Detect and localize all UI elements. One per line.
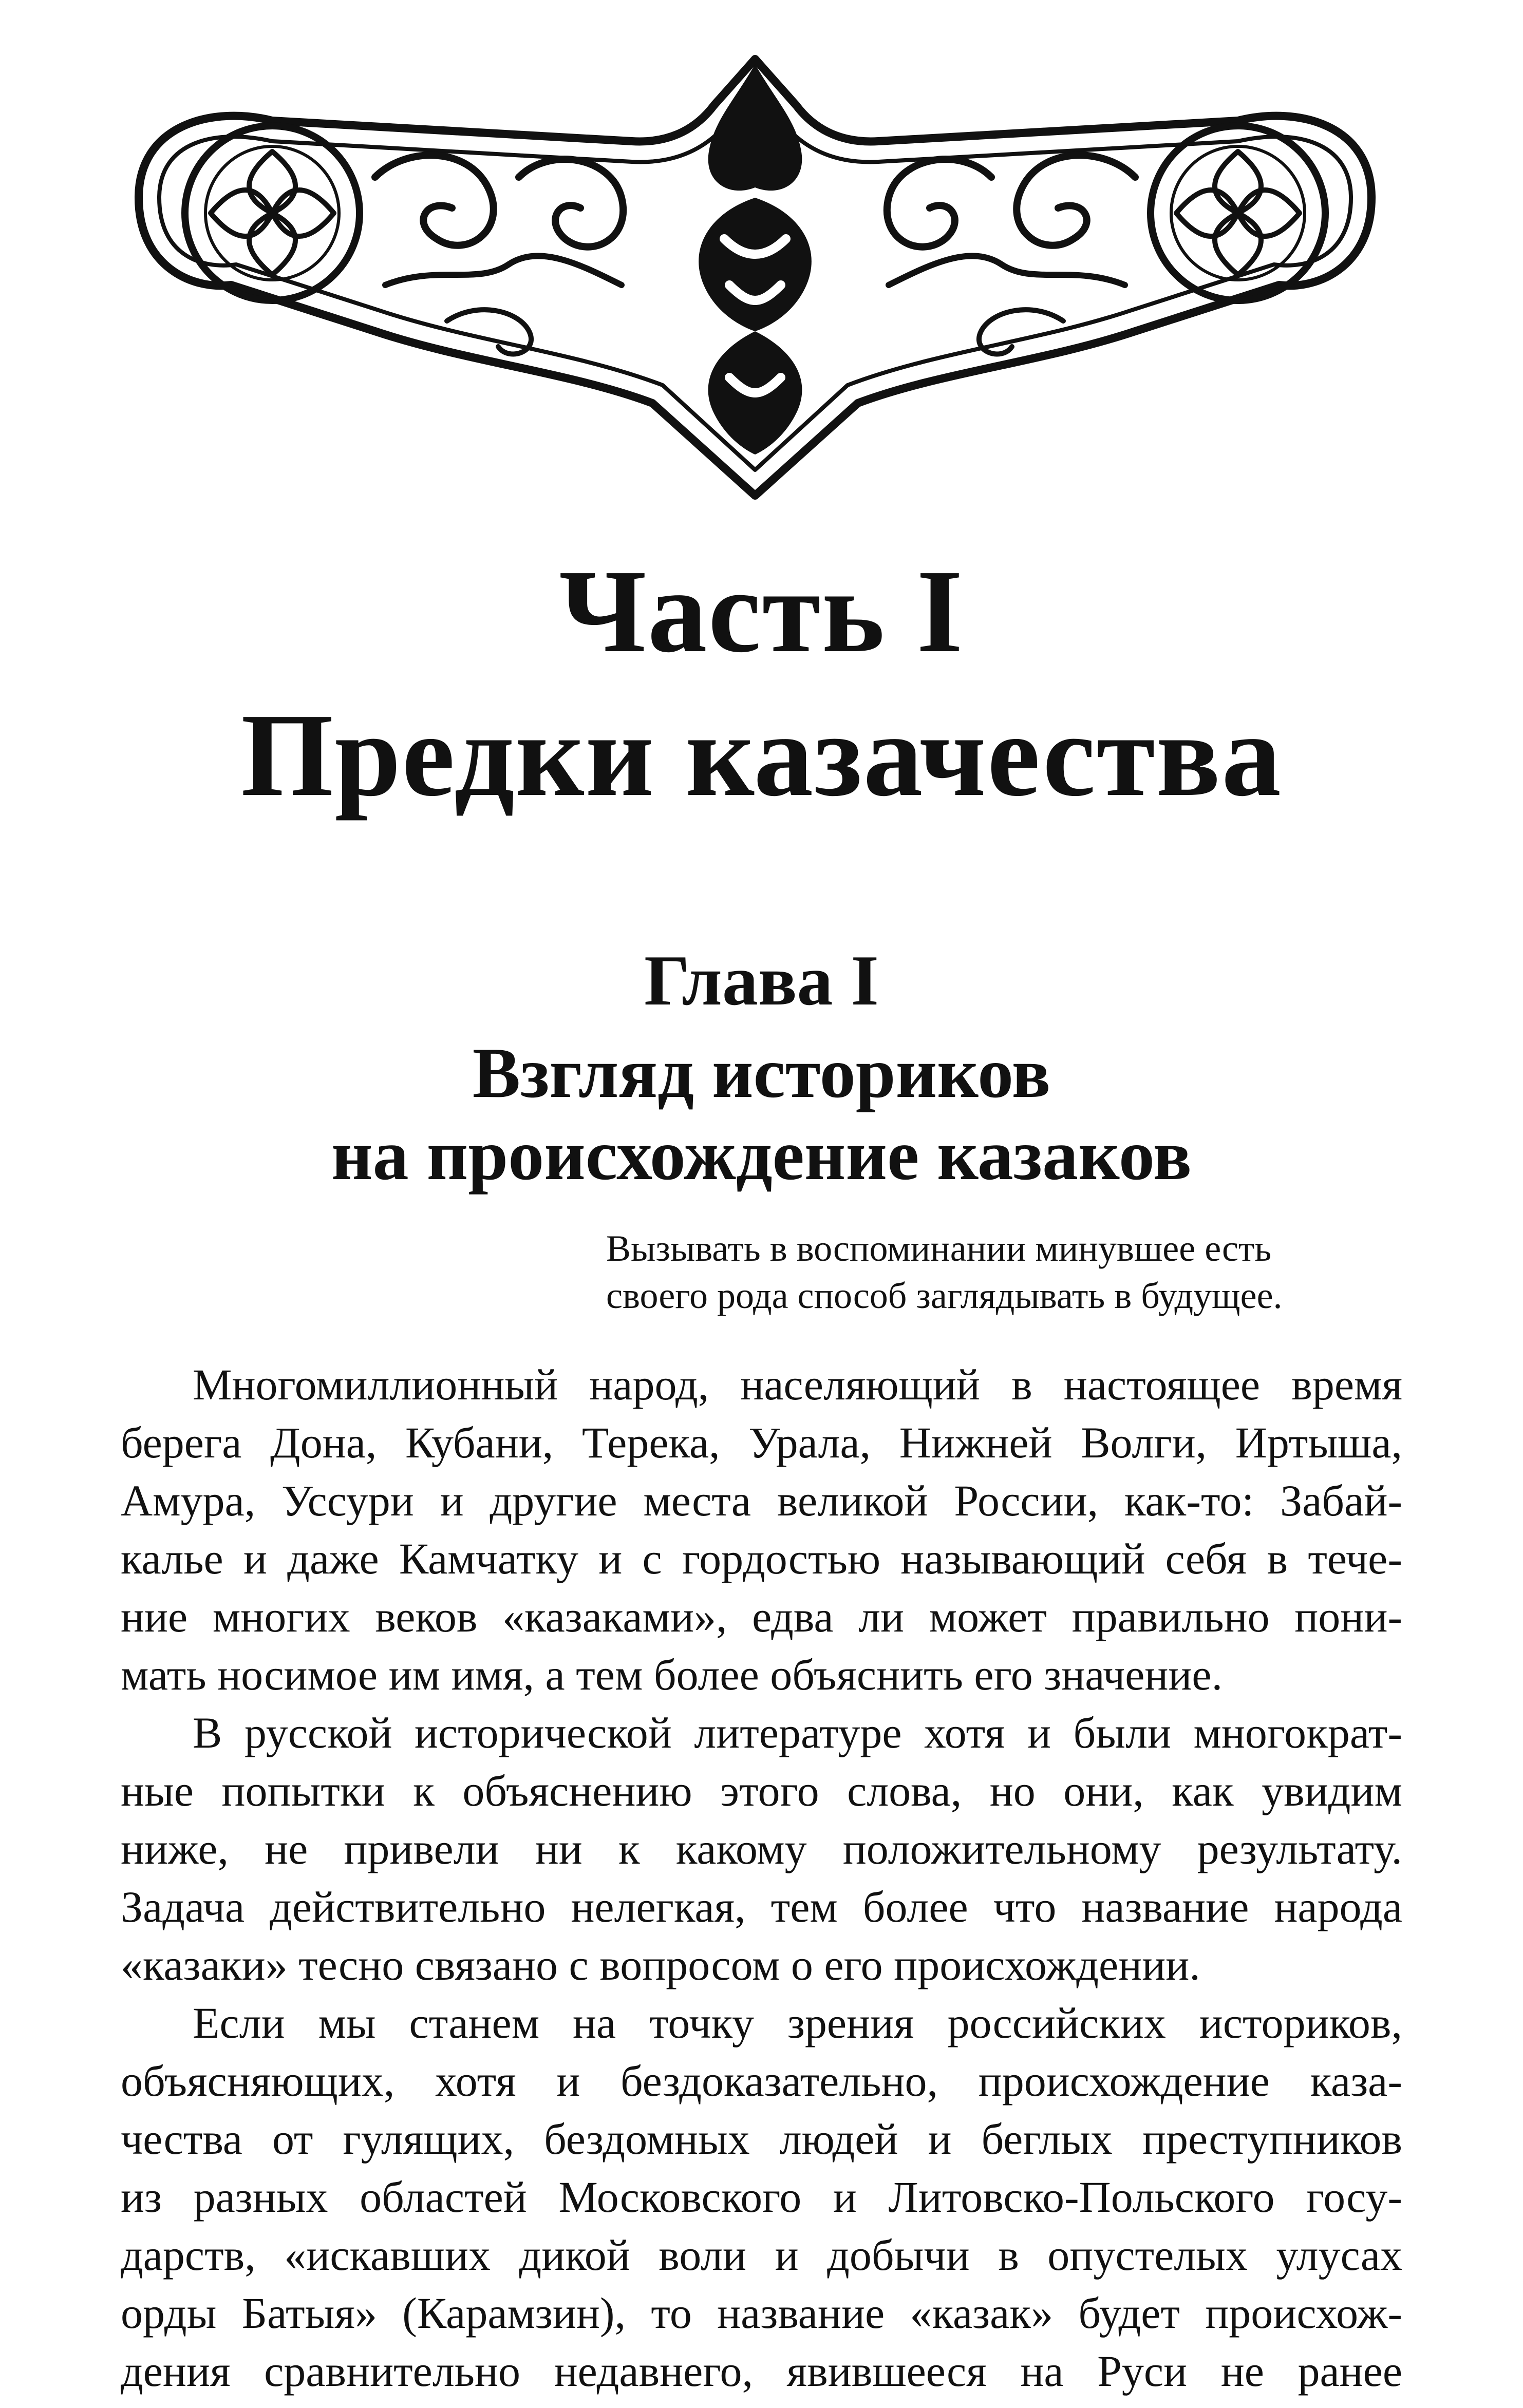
body-line: мать носимое им имя, а тем более объяснить его значение. (121, 1650, 1223, 1699)
body-line: орды Батыя» (Карамзин), то название «казак» будет происхож- (121, 2288, 1402, 2338)
body-line: ниже, не привели ни к какому положительному результату. (121, 1824, 1402, 1873)
body-text (121, 1356, 1402, 2400)
part-number: Часть I (559, 545, 964, 677)
body-line: Многомиллионный народ, населяющий в настоящее время (193, 1360, 1402, 1409)
body-line: дарств, «искавших дикой воли и добычи в опустелых улусах (121, 2230, 1402, 2280)
body-line: ние многих веков «казаками», едва ли может правильно пони- (121, 1592, 1402, 1641)
body-line: В русской исторической литературе хотя и были многократ- (193, 1708, 1402, 1757)
body-line: «казаки» тесно связано с вопросом о его происхождении. (121, 1940, 1200, 1989)
body-line: Задача действительно нелегкая, тем более что название народа (121, 1882, 1402, 1931)
body-line: Если мы станем на точку зрения российских историков, (193, 1998, 1402, 2047)
chapter-title-line-1: Взгляд историков (472, 1033, 1051, 1113)
epigraph-line-1: Вызывать в воспоминании минувшее есть (606, 1228, 1272, 1269)
body-line: калье и даже Камчатку и с гордостью называющий себя в тече- (121, 1534, 1402, 1583)
headpiece-ornament (118, 44, 1392, 506)
body-line: ные попытки к объяснению этого слова, но они, как увидим (121, 1766, 1402, 1815)
body-line: дения сравнительно недавнего, явившееся на Руси не ранее (121, 2346, 1402, 2396)
part-title: Предки казачества (240, 689, 1283, 821)
ornament-graphic (118, 44, 1392, 506)
body-line: чества от гулящих, бездомных людей и беглых преступников (121, 2114, 1402, 2164)
chapter-number: Глава I (644, 941, 879, 1020)
body-line: берега Дона, Кубани, Терека, Урала, Нижней Волги, Иртыша, (121, 1418, 1402, 1467)
body-line: Амура, Уссури и другие места великой России, как-то: Забай- (121, 1476, 1402, 1525)
chapter-title-line-2: на происхождение казаков (331, 1115, 1192, 1195)
body-line: объясняющих, хотя и бездоказательно, происхождение каза- (121, 2056, 1402, 2106)
epigraph-line-2: своего рода способ заглядывать в будущее. (606, 1275, 1283, 1316)
body-line: из разных областей Московского и Литовско-Польского госу- (121, 2172, 1402, 2222)
